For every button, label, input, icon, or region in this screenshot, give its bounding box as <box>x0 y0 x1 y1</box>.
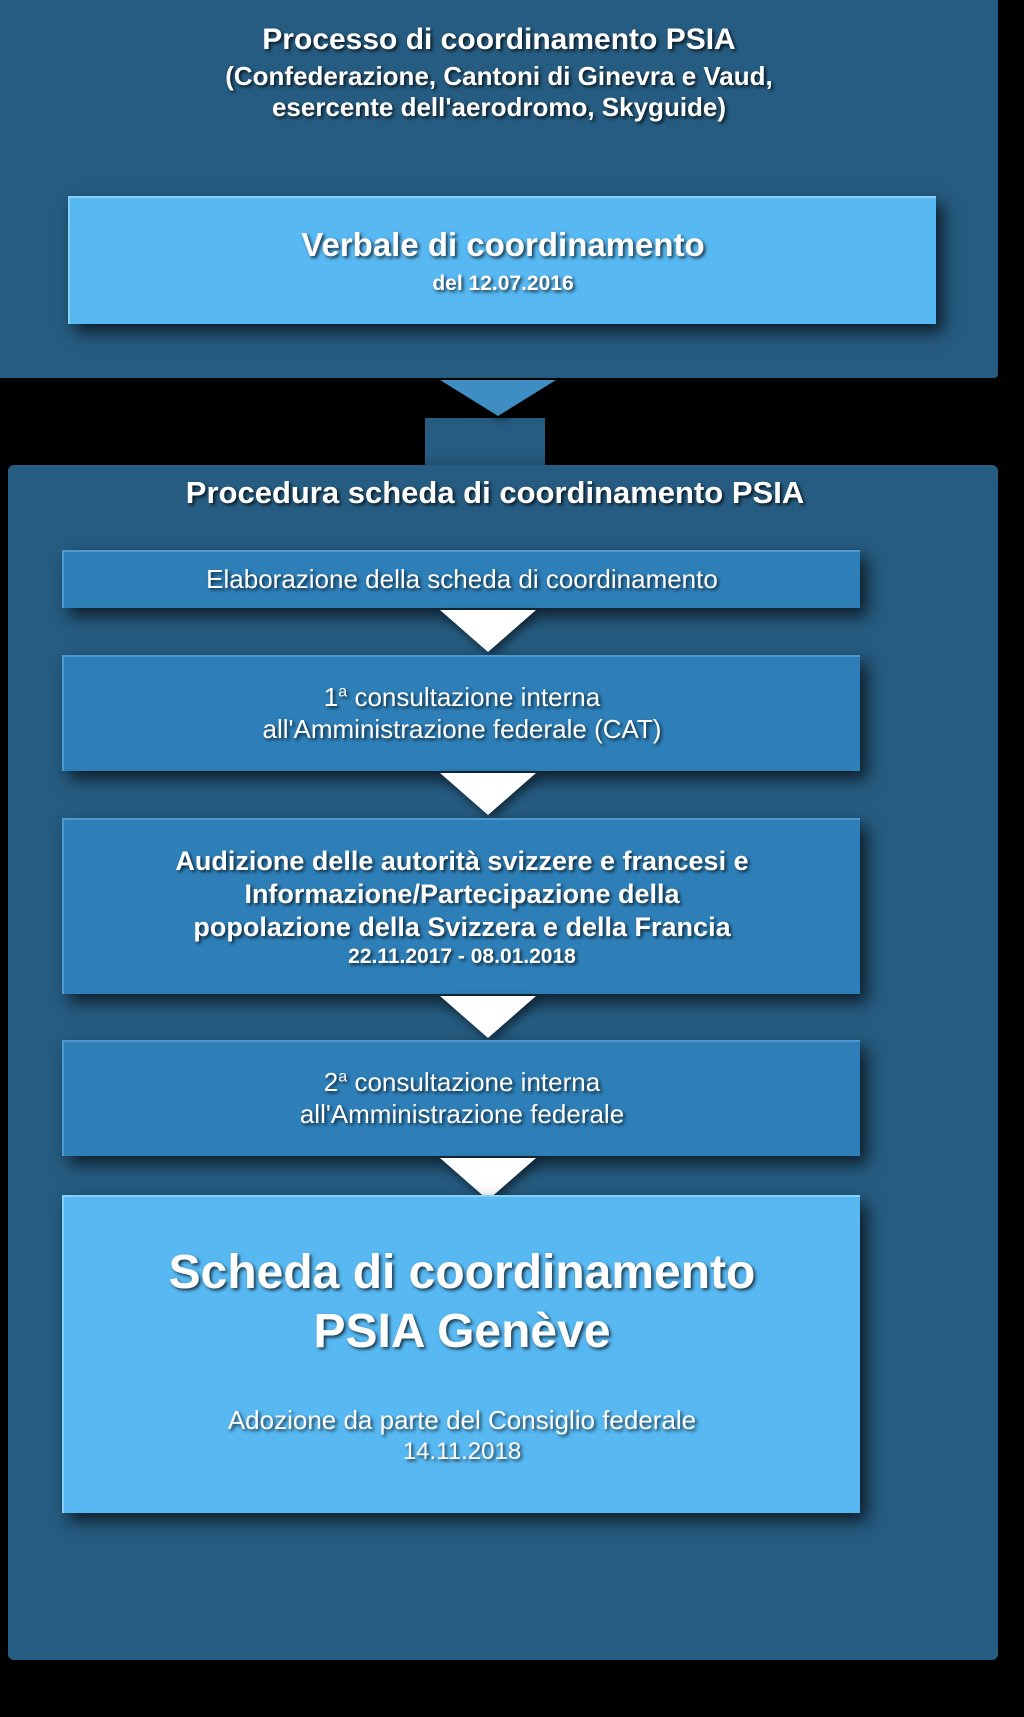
scheda-finale-title-line-2: PSIA Genève <box>313 1304 611 1358</box>
consultazione-1-line-2: all'Amministrazione federale (CAT) <box>262 714 662 744</box>
box-verbale-di-coordinamento <box>68 196 936 324</box>
step-box-consultazione-2 <box>62 1040 860 1156</box>
scheda-finale-subtitle: Adozione da parte del Consiglio federale <box>227 1405 697 1436</box>
scheda-finale-date: 14.11.2018 <box>402 1437 522 1465</box>
arrow-down-1-icon <box>440 610 536 652</box>
audizione-line-1: Audizione delle autorità svizzere e francesi e <box>175 845 749 876</box>
arrow-down-4-icon <box>440 1158 536 1200</box>
audizione-line-3: popolazione della Svizzera e della Francia <box>193 911 731 942</box>
arrow-down-main-icon <box>440 380 556 416</box>
consultazione-2-line-1 <box>64 1067 860 1099</box>
audizione-date: 22.11.2017 - 08.01.2018 <box>348 944 576 968</box>
top-panel-heading <box>0 22 998 123</box>
consultazione-1-line-1 <box>64 682 860 714</box>
scheda-finale-title-line-1: Scheda di coordinamento <box>168 1245 756 1299</box>
consultazione-2-ordinal-suffix: a <box>338 1067 348 1086</box>
top-heading-line-1: Processo di coordinamento PSIA <box>262 23 736 56</box>
consultazione-2-rest: consultazione interna <box>347 1067 601 1098</box>
step-box-scheda-finale <box>62 1195 860 1513</box>
elaborazione-text: Elaborazione della scheda di coordinamento <box>206 564 718 595</box>
consultazione-1-ordinal: 1 <box>323 682 339 713</box>
top-heading-line-3: esercente dell'aerodromo, Skyguide) <box>271 92 727 123</box>
consultazione-1-ordinal-suffix: a <box>338 682 348 701</box>
consultazione-1-rest: consultazione interna <box>347 682 601 713</box>
bottom-panel-heading: Procedura scheda di coordinamento PSIA <box>185 475 805 510</box>
arrow-down-3-icon <box>440 996 536 1038</box>
step-box-consultazione-1 <box>62 655 860 771</box>
audizione-line-2: Informazione/Partecipazione della <box>244 878 680 909</box>
top-heading-line-2: (Confederazione, Cantoni di Ginevra e Vaud, <box>225 61 773 92</box>
arrow-down-2-icon <box>440 773 536 815</box>
consultazione-2-ordinal: 2 <box>323 1067 339 1098</box>
verbale-date: del 12.07.2016 <box>432 272 574 296</box>
step-box-elaborazione <box>62 550 860 608</box>
verbale-title: Verbale di coordinamento <box>301 226 705 264</box>
step-box-audizione <box>62 818 860 994</box>
panel-connector-stub <box>425 418 545 466</box>
consultazione-2-line-2: all'Amministrazione federale <box>299 1099 625 1129</box>
